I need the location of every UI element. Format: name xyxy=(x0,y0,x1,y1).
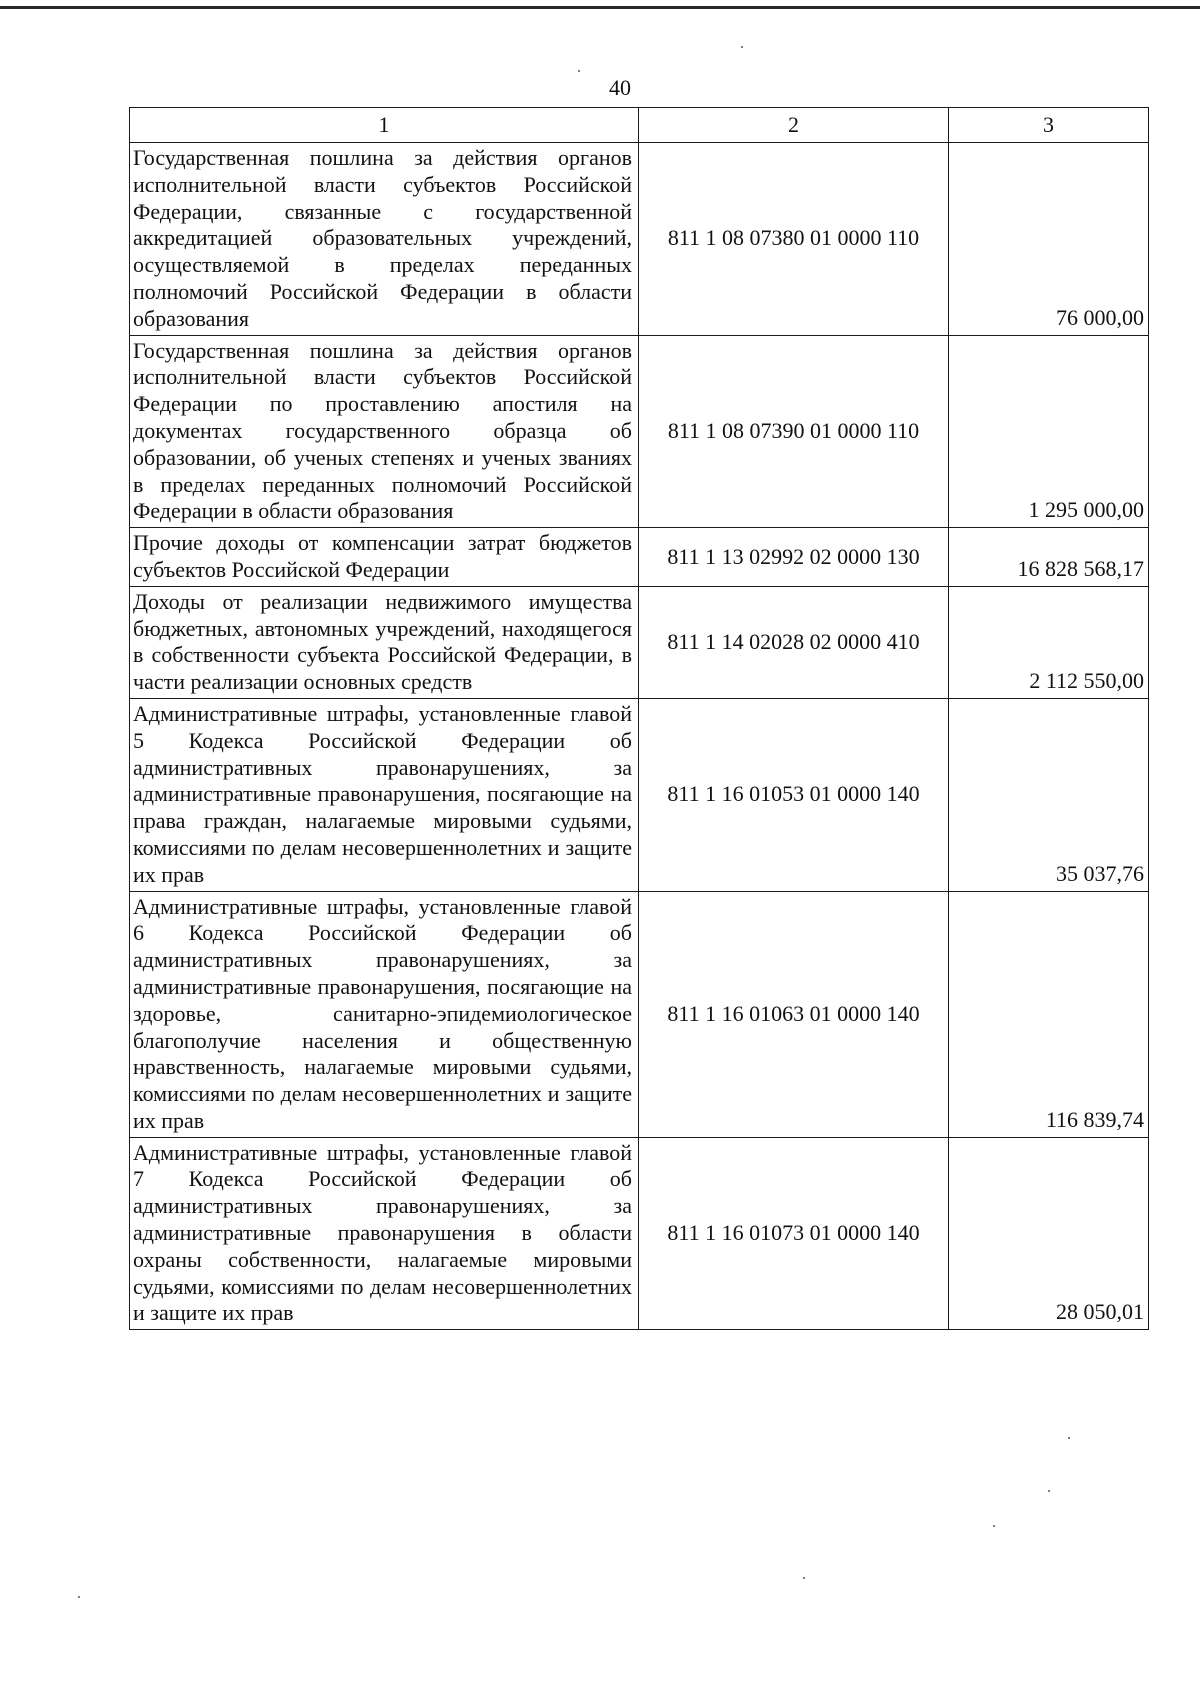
amount: 2 112 550,00 xyxy=(949,586,1149,698)
column-header-2: 2 xyxy=(639,108,949,143)
table-row xyxy=(130,891,1149,1137)
budget-code: 811 1 16 01073 01 0000 140 xyxy=(639,1137,949,1330)
column-header-1: 1 xyxy=(130,108,639,143)
amount: 28 050,01 xyxy=(949,1137,1149,1330)
scan-speck xyxy=(78,1596,80,1598)
budget-code: 811 1 13 02992 02 0000 130 xyxy=(639,528,949,587)
revenue-name: Доходы от реализации недвижимого имущества бюджетных, автономных учреждений, находящегося в собственности субъекта Российской Федерации, в части реализации основных средств xyxy=(130,586,639,698)
table-row xyxy=(130,335,1149,528)
scan-top-rule xyxy=(0,6,1200,9)
scan-speck xyxy=(578,70,580,72)
table-row xyxy=(130,698,1149,891)
table-row xyxy=(130,528,1149,587)
scan-speck xyxy=(1048,1490,1050,1492)
revenue-name: Государственная пошлина за действия органов исполнительной власти субъектов Российской Федерации, связанные с государственной аккредитацией образовательных учреждений, осуществляемой в пределах переданных полномочий Российской Федерации в области образования xyxy=(130,143,639,336)
budget-code: 811 1 16 01053 01 0000 140 xyxy=(639,698,949,891)
scan-speck xyxy=(803,1577,805,1579)
revenue-name: Административные штрафы, установленные главой 6 Кодекса Российской Федерации об административных правонарушениях, за административные правонарушения, посягающие на здоровье, санитарно-эпидемиологическое благополучие населения и общественную нравственность, налагаемые мировыми судьями, комиссиями по делам несовершеннолетних и защите их прав xyxy=(130,891,639,1137)
amount: 35 037,76 xyxy=(949,698,1149,891)
scan-speck xyxy=(993,1525,995,1527)
scan-speck xyxy=(741,46,743,48)
table-row xyxy=(130,586,1149,698)
amount: 16 828 568,17 xyxy=(949,528,1149,587)
table-row xyxy=(130,143,1149,336)
revenue-name: Административные штрафы, установленные главой 5 Кодекса Российской Федерации об административных правонарушениях, за административные правонарушения, посягающие на права граждан, налагаемые мировыми судьями, комиссиями по делам несовершеннолетних и защите их прав xyxy=(130,698,639,891)
page-number: 40 xyxy=(609,75,631,100)
table-row xyxy=(130,1137,1149,1330)
budget-code: 811 1 16 01063 01 0000 140 xyxy=(639,891,949,1137)
budget-code: 811 1 08 07380 01 0000 110 xyxy=(639,143,949,336)
table-header-row xyxy=(130,108,1149,143)
amount: 1 295 000,00 xyxy=(949,335,1149,528)
column-header-3: 3 xyxy=(949,108,1149,143)
revenue-name: Административные штрафы, установленные главой 7 Кодекса Российской Федерации об административных правонарушениях, за административные правонарушения в области охраны собственности, налагаемые мировыми судьями, комиссиями по делам несовершеннолетних и защите их прав xyxy=(130,1137,639,1330)
budget-code: 811 1 08 07390 01 0000 110 xyxy=(639,335,949,528)
revenue-name: Прочие доходы от компенсации затрат бюджетов субъектов Российской Федерации xyxy=(130,528,639,587)
revenue-name: Государственная пошлина за действия органов исполнительной власти субъектов Российской Федерации по проставлению апостиля на документах государственного образца об образовании, об ученых степенях и ученых званиях в пределах переданных полномочий Российской Федерации в области образования xyxy=(130,335,639,528)
amount: 76 000,00 xyxy=(949,143,1149,336)
scan-speck xyxy=(1068,1437,1070,1439)
revenue-table xyxy=(129,107,1149,1330)
amount: 116 839,74 xyxy=(949,891,1149,1137)
budget-code: 811 1 14 02028 02 0000 410 xyxy=(639,586,949,698)
